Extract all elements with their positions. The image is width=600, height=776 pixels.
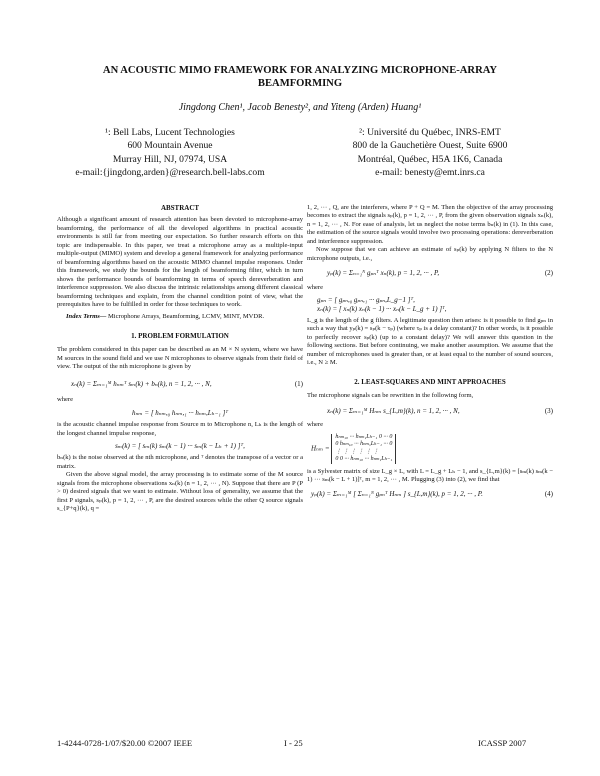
equation-2 — [307, 269, 553, 277]
matrix-row: 0 hₙₘ,₀ ··· hₙₘ,Lₕ₋₁ ··· 0 — [335, 441, 393, 448]
section-1-paragraph-1: The problem considered in this paper can be described as an M × N system, where we have M sources in the sound field and we use N microphones to observe signals from their field of view. The output of the nth microphone is given by — [57, 346, 303, 371]
index-terms-label: Index Terms— — [66, 313, 107, 321]
equation-1-number: (1) — [294, 379, 303, 388]
authors: Jingdong Chen¹, Jacob Benesty², and Yiteng (Arden) Huang¹ — [178, 102, 422, 113]
affiliation-1-line: ¹: Bell Labs, Lucent Technologies — [105, 127, 235, 138]
equation-3-number: (3) — [544, 406, 553, 415]
right-paragraph-4: The microphone signals can be rewritten in the following form, — [307, 392, 474, 400]
equation-3-body: xₙ(k) = Σₘ₌₁ᴹ Hₙₘ s_{L,m}(k), n = 1, 2, ··· , N, — [327, 406, 460, 415]
index-terms-text: Microphone Arrays, Beamforming, LCMV, MINT, MVDR. — [107, 313, 265, 321]
footer-copyright: 1-4244-0728-1/07/$20.00 ©2007 IEEE — [57, 738, 193, 748]
affiliation-2-line: ²: Université du Québec, INRS-EMT — [359, 127, 501, 138]
equation-1 — [57, 380, 303, 388]
left-column — [57, 204, 303, 514]
footer-page-number: I - 25 — [284, 738, 303, 748]
matrix-row: 0 0 ··· hₙₘ,₀ ··· hₙₘ,Lₕ₋₁ — [335, 456, 393, 463]
affiliation-1 — [40, 126, 300, 180]
equation-1-body: xₙ(k) = Σₘ₌₁ᴹ hₙₘᵀ sₘ(k) + bₙ(k), n = 1, 2, ··· , N, — [71, 379, 212, 388]
matrix-row: hₙₘ,₀ ··· hₙₘ,Lₕ₋₁ 0 ··· 0 — [335, 433, 393, 440]
right-paragraph-1: 1, 2, ··· , Q, are the interferers, where P + Q = M. Then the objective of the array processing becomes to extract the signals sₚ(k), p = 1, 2, ··· , P, from the given observation signals xₙ(k), n = 1, 2, ··· , N. For ease of analysis, let us neglect the noise terms bₙ(k) in (1). In this case, the estimation of the source signals would involve two processing operations: dereverberation and interference suppression. — [307, 204, 553, 245]
affiliation-1-line: Murray Hill, NJ, 07974, USA — [112, 153, 228, 165]
equation-4-number: (4) — [544, 490, 553, 499]
affiliation-2-line: 800 de la Gauchetière Ouest, Suite 6900 — [352, 140, 508, 152]
equation-x: xₙ(k) = [ xₙ(k) xₙ(k − 1) ··· xₙ(k − L_g + 1) ]ᵀ, — [317, 304, 447, 313]
section-1-paragraph-4: Given the above signal model, the array processing is to estimate some of the M source signals from the microphone observations xₙ(k) (n = 1, 2, ··· , N). Suppose that there are P (P > 0) desired signals that we want to estimate. Without loss of generality, we assume that the first P signals, sₚ(k), p = 1, 2, ··· , P, are the desired sources while the other Q source signals s_{P+q}(k), q = — [57, 471, 303, 513]
equation-4-body: yₚ(k) = Σₘ₌₁ᴹ [ Σₙ₌₁ᴺ gₚₙᵀ Hₙₘ ] s_{L,m}(k), p = 1, 2, ··· , P. — [311, 490, 483, 499]
affiliation-2 — [300, 126, 560, 180]
affiliation-2-line: Montréal, Québec, H5A 1K6, Canada — [357, 153, 503, 165]
matrix-body — [331, 434, 396, 464]
where-label: where — [307, 283, 323, 291]
section-1-paragraph-3: bₙ(k) is the noise observed at the nth microphone, and ᵀ denotes the transpose of a vector or a matrix. — [57, 454, 303, 470]
section-1-heading: 1. PROBLEM FORMULATION — [131, 331, 229, 340]
sylvester-matrix — [307, 434, 553, 464]
affiliation-2-email: e-mail: benesty@emt.inrs.ca — [375, 167, 485, 179]
where-label: where — [307, 421, 323, 429]
equation-3 — [307, 407, 553, 415]
equation-2-body: yₚ(k) = Σₙ₌₁ᴺ gₚₙᵀ xₙ(k), p = 1, 2, ··· , P, — [327, 269, 440, 278]
equation-s: sₘ(k) = [ sₘ(k) sₘ(k − 1) ··· sₘ(k − Lₕ + 1) ]ᵀ, — [115, 441, 245, 450]
abstract-body: Although a significant amount of research attention has been devoted to microphone-array beamforming, the performance of all the developed algorithms in practical acoustic environments is still far from meeting our expectation. So further research efforts on this topic are indispensable. In this paper, we treat a microphone array as a multiple-input multiple-output (MIMO) system and develop a general framework for analyzing performance of beamforming algorithms based on the acoustic MIMO channel impulse responses. Under this framework, we study the bounds for the length of beamforming filter, which in turn shows the performance bounds of beamforming in terms of speech dereverberation and interference suppression. We also discuss the intrinsic relationships among different classical beamforming techniques and explain, from the channel condition point of view, what the prerequisites have to be fulfilled in order for those techniques to work. — [57, 216, 303, 308]
affiliation-1-email: e-mail:{jingdong,arden}@research.bell-labs.com — [75, 167, 265, 179]
equation-4 — [307, 490, 553, 498]
matrix-row: ⋮ ⋮ ⋮ ⋮ ⋮ ⋮ — [335, 448, 379, 455]
right-column — [307, 204, 553, 499]
right-paragraph-5: is a Sylvester matrix of size L_g × L, with L = L_g + Lₕ − 1, and s_{L,m}(k) = [sₘ(k) sₘ(k − 1) ··· sₘ(k − L + 1)]ᵀ, m = 1, 2, ··· , M. Plugging (3) into (2), we find that — [307, 467, 553, 483]
footer-conference: ICASSP 2007 — [478, 738, 527, 748]
paper-title: AN ACOUSTIC MIMO FRAMEWORK FOR ANALYZING MICROPHONE-ARRAY BEAMFORMING — [102, 65, 498, 89]
where-label: where — [57, 396, 73, 404]
index-terms — [57, 313, 303, 321]
section-2-heading: 2. LEAST-SQUARES AND MINT APPROACHES — [354, 377, 506, 386]
right-paragraph-3: L_g is the length of the g filters. A legitimate question then arises: is it possible to find gₚₙ in such a way that yₚ(k) = sₚ(k − τₚ) (where τₚ is a delay constant)? In other words, is it possible to perfectly recover sₚ(k) (up to a constant delay)? We will answer this question in the following sections. But before continuing, we make another assumption. We assume that the number of microphones used is greater than, or at least equal to the number of sound sources, i.e., N ≥ M. — [307, 316, 553, 367]
right-paragraph-2: Now suppose that we can achieve an estimate of sₚ(k) by applying N filters to the N microphone outputs, i.e., — [307, 246, 553, 262]
affiliation-1-line: 600 Mountain Avenue — [127, 140, 213, 152]
equation-h: hₙₘ = [ hₙₘ,₀ hₙₘ,₁ ··· hₙₘ,Lₕ₋₁ ]ᵀ — [131, 408, 229, 417]
equation-2-number: (2) — [544, 269, 553, 278]
equation-g: gₚₙ = [ gₚₙ,₀ gₚₙ,₁ ··· gₚₙ,L_g−1 ]ᵀ, — [317, 296, 415, 305]
abstract-heading: ABSTRACT — [160, 204, 200, 212]
section-1-paragraph-2: is the acoustic channel impulse response from Source m to Microphone n, Lₕ is the length of the longest channel impulse response, — [57, 421, 303, 437]
matrix-label: Hₙₘ = — [311, 444, 330, 453]
